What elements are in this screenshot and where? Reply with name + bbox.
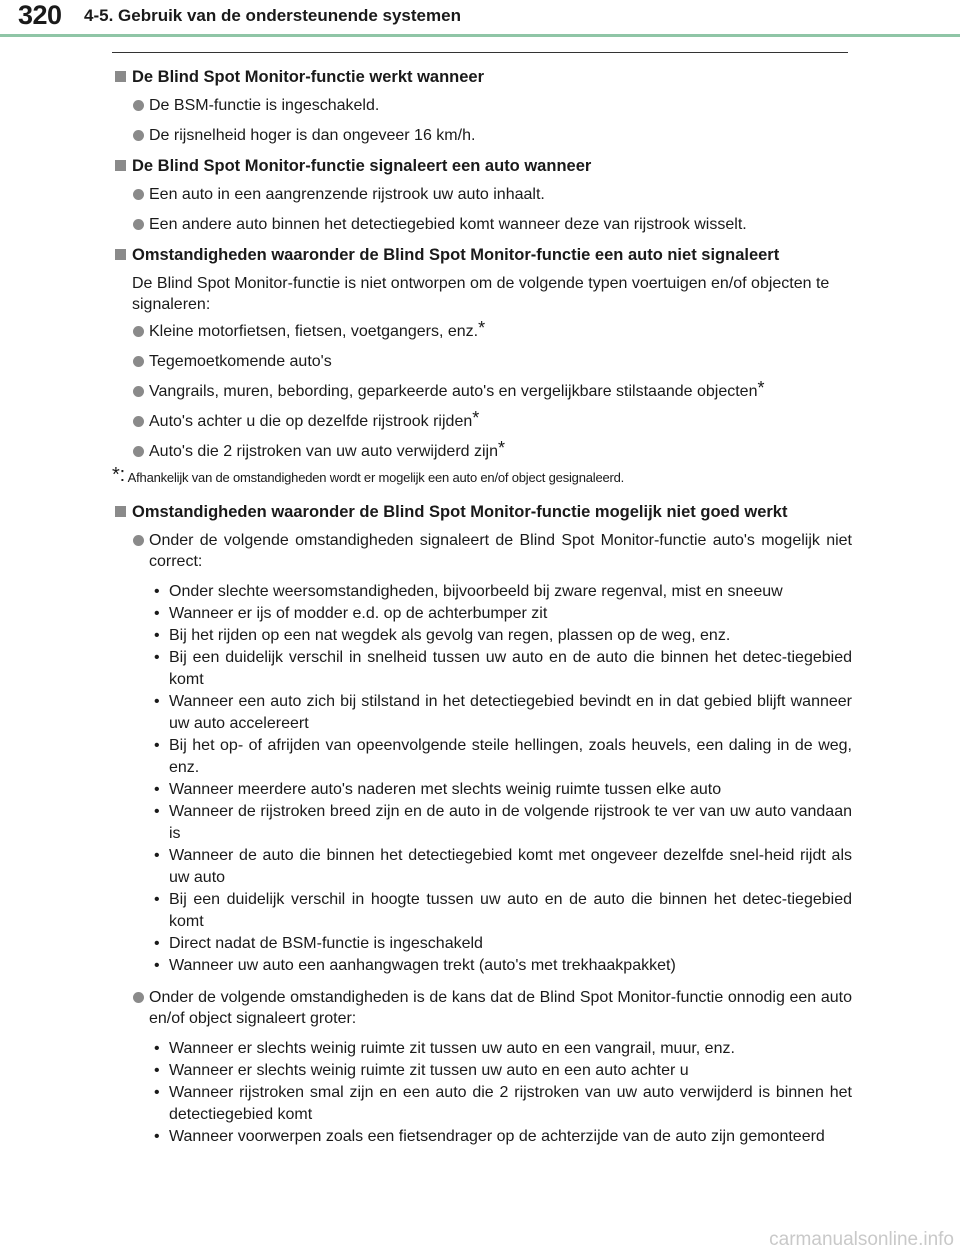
sub-list-item [112,1038,852,1060]
sub-bullet: • [154,737,160,754]
sub-list-item-text: Wanneer uw auto een aanhangwagen trekt (auto's met trekhaakpakket) [169,957,676,974]
content-divider [112,52,848,53]
list-item [112,351,852,372]
sub-bullet: • [154,847,160,864]
sub-list-item-text: Wanneer er slechts weinig ruimte zit tussen uw auto en een vangrail, muur, enz. [169,1040,735,1057]
sub-bullet: • [154,627,160,644]
square-bullet-icon [115,506,126,517]
list-item-text: Kleine motorfietsen, fietsen, voetgangers, enz. [149,323,479,340]
list-item-text: Auto's achter u die op dezelfde rijstrook rijden [149,413,473,430]
header-divider [0,34,960,37]
sub-list [112,581,852,977]
chapter-title: 4-5. Gebruik van de ondersteunende systemen [84,6,461,25]
list-item [112,318,852,342]
sub-list-item [112,647,852,691]
list-item-text: Een auto in een aangrenzende rijstrook uw auto inhaalt. [149,186,545,203]
sub-bullet: • [154,583,160,600]
section-intro: De Blind Spot Monitor-functie is niet ontworpen om de volgende typen voertuigen en/of objecten te signaleren: [132,275,830,313]
sub-list-item [112,955,852,977]
round-bullet-icon [133,386,144,397]
round-bullet-icon [133,446,144,457]
footnote-marker: *: [112,464,125,486]
sub-list [112,1038,852,1148]
sub-list-item-text: Direct nadat de BSM-functie is ingeschakeld [169,935,483,952]
sub-list-item-text: Wanneer de auto die binnen het detectiegebied komt met ongeveer dezelfde snel-heid rijdt als uw auto [169,847,852,886]
section-title-text: Omstandigheden waaronder de Blind Spot Monitor-functie een auto niet signaleert [132,246,780,264]
sub-list-item-text: Wanneer er ijs of modder e.d. op de achterbumper zit [169,605,548,622]
sub-list-item-text: Bij een duidelijk verschil in hoogte tussen uw auto en de auto die binnen het detec-tiegebied komt [169,891,852,930]
sub-bullet: • [154,781,160,798]
list-item [112,378,852,402]
round-bullet-icon [133,189,144,200]
sub-list-item [112,779,852,801]
list-item-text: Auto's die 2 rijstroken van uw auto verwijderd zijn [149,443,498,460]
list-item [112,408,852,432]
sub-list-item-text: Bij het rijden op een nat wegdek als gevolg van regen, plassen op de weg, enz. [169,627,731,644]
sub-list-item-text: Bij een duidelijk verschil in snelheid tussen uw auto en de auto die binnen het detec-tiegebied komt [169,649,852,688]
sub-list-item [112,1126,852,1148]
sub-bullet: • [154,649,160,666]
sub-list-item [112,581,852,603]
sub-bullet: • [154,1128,160,1145]
sub-list-item [112,603,852,625]
section-title [112,244,852,266]
sub-bullet: • [154,1062,160,1079]
list-item-text: Onder de volgende omstandigheden signaleert de Blind Spot Monitor-functie auto's mogelijk niet correct: [149,532,852,570]
sub-list-item [112,1082,852,1126]
list-item [112,95,852,116]
round-bullet-icon [133,219,144,230]
sub-list-item-text: Wanneer er slechts weinig ruimte zit tussen uw auto en een auto achter u [169,1062,689,1079]
round-bullet-icon [133,356,144,367]
sub-bullet: • [154,605,160,622]
sub-list-item-text: Wanneer de rijstroken breed zijn en de auto in de volgende rijstrook te ver van uw auto vandaan is [169,803,852,842]
watermark: carmanualsonline.info [769,1229,954,1250]
sub-bullet: • [154,1040,160,1057]
round-bullet-icon [133,326,144,337]
square-bullet-icon [115,249,126,260]
sub-list-item [112,691,852,735]
list-item [112,184,852,205]
footnote-text: Afhankelijk van de omstandigheden wordt er mogelijk een auto en/of object gesignaleerd. [127,470,625,485]
sub-list-item [112,801,852,845]
section-title [112,66,852,88]
round-bullet-icon [133,100,144,111]
round-bullet-icon [133,130,144,141]
section-title [112,155,852,177]
list-item-text: De rijsnelheid hoger is dan ongeveer 16 km/h. [149,127,476,144]
round-bullet-icon [133,992,144,1003]
square-bullet-icon [115,160,126,171]
round-bullet-icon [133,416,144,427]
sub-list-item [112,735,852,779]
sub-list-item-text: Bij het op- of afrijden van opeenvolgende steile hellingen, zoals heuvels, een daling in de weg, enz. [169,737,852,776]
sub-list-item-text: Wanneer voorwerpen zoals een fietsendrager op de achterzijde van de auto zijn gemonteerd [169,1128,825,1145]
section-title-text: De Blind Spot Monitor-functie signaleert een auto wanneer [132,157,592,175]
footnote-star: * [757,378,765,398]
list-item [112,125,852,146]
list-item [112,214,852,235]
footnote-star: * [472,408,480,428]
sub-list-item [112,625,852,647]
sub-list-item [112,1060,852,1082]
page-content [112,66,852,1158]
sub-list-item [112,933,852,955]
sub-list-item-text: Onder slechte weersomstandigheden, bijvoorbeeld bij zware regenval, mist en sneeuw [169,583,783,600]
square-bullet-icon [115,71,126,82]
list-item-text: Onder de volgende omstandigheden is de kans dat de Blind Spot Monitor-functie onnodig een auto en/of object signaleert groter: [149,989,852,1027]
sub-list-item-text: Wanneer een auto zich bij stilstand in het detectiegebied bevindt en in dat gebied blijft wanneer uw auto accelereert [169,693,852,732]
list-item-text: Een andere auto binnen het detectiegebied komt wanneer deze van rijstrook wisselt. [149,216,747,233]
footnote-star: * [478,318,486,338]
list-item [112,438,852,462]
footnote [112,464,852,487]
sub-list-item [112,845,852,889]
list-item-text: De BSM-functie is ingeschakeld. [149,97,380,114]
sub-bullet: • [154,957,160,974]
sub-bullet: • [154,803,160,820]
sub-bullet: • [154,891,160,908]
sub-bullet: • [154,1084,160,1101]
round-bullet-icon [133,535,144,546]
page-number: 320 [18,0,62,30]
sub-bullet: • [154,693,160,710]
sub-bullet: • [154,935,160,952]
page-header [0,0,960,40]
sub-list-item [112,889,852,933]
section-title-text: De Blind Spot Monitor-functie werkt wanneer [132,68,485,86]
section-title [112,501,852,523]
sub-list-item-text: Wanneer meerdere auto's naderen met slechts weinig ruimte tussen elke auto [169,781,722,798]
list-item-text: Vangrails, muren, bebording, geparkeerde auto's en vergelijkbare stilstaande objecten [149,383,758,400]
sub-list-item-text: Wanneer rijstroken smal zijn en een auto die 2 rijstroken van uw auto verwijderd is binnen het detectiegebied komt [169,1084,852,1123]
section-title-text: Omstandigheden waaronder de Blind Spot Monitor-functie mogelijk niet goed werkt [132,503,788,521]
footnote-star: * [498,438,506,458]
list-item-text: Tegemoetkomende auto's [149,353,332,370]
list-item [112,530,852,572]
list-item [112,987,852,1029]
